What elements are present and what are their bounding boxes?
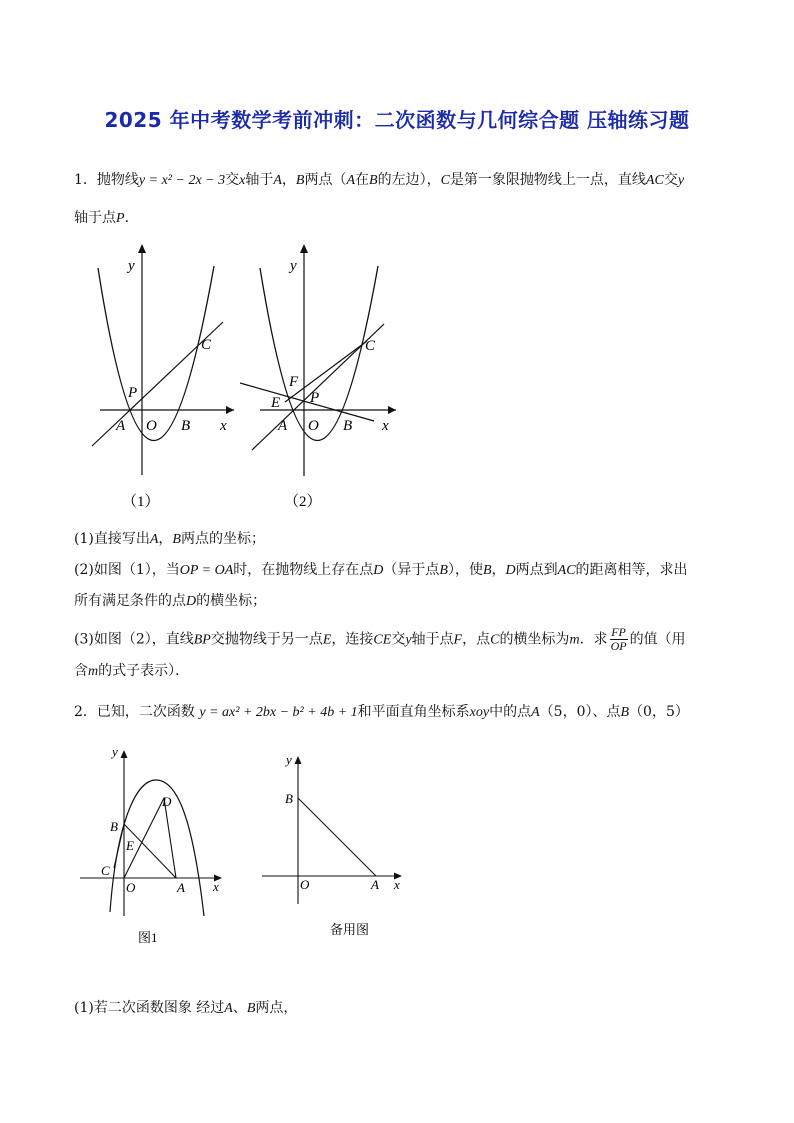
q2-fig1-label-b: B	[110, 819, 118, 834]
fig2-label-f: F	[289, 374, 299, 390]
line-bp	[240, 383, 374, 421]
q1-part3-line2: 含m的式子表示）．	[74, 663, 190, 679]
fig1-label-a: A	[116, 418, 126, 434]
q2-fig2-label-x: x	[394, 877, 400, 892]
fig1-label-y: y	[128, 258, 135, 274]
y-axis-arrow-icon	[300, 244, 308, 253]
q2-figure-1	[80, 744, 222, 945]
segment-da	[164, 798, 176, 878]
q1-stem-line2: 轴于点P．	[74, 210, 139, 226]
q2-fig1-label-a: A	[177, 880, 185, 895]
fraction-fp-op: $\frac{FP}{OP}$	[610, 625, 627, 653]
x-axis-arrow-icon	[226, 406, 234, 414]
q2-fig2-label-o: O	[300, 877, 310, 892]
fig2-label-c: C	[365, 338, 376, 354]
fig1-label-x: x	[220, 418, 227, 434]
q1-part1: (1)直接写出A，B两点的坐标；	[74, 531, 265, 547]
fig1-label-b: B	[181, 418, 191, 434]
q1-part2-line2: 所有满足条件的点D的横坐标；	[74, 593, 267, 609]
q2-fig2-label-y: y	[286, 752, 292, 767]
fig2-caption: （2）	[284, 494, 322, 510]
fig2-label-p: P	[310, 390, 320, 406]
fig2-label-a: A	[278, 418, 288, 434]
q2-figure-spare	[262, 752, 402, 937]
y-axis-arrow-icon	[121, 750, 128, 758]
q2-fig1-label-x: x	[213, 879, 219, 894]
q2-part1: (1)若二次函数图象 经过A、B两点，	[74, 1000, 298, 1016]
q2-stem: 2．已知，二次函数 y = ax² + 2bx − b² + 4b + 1和平面直角坐标系xoy中的点A（5，0）、点B（0，5）	[74, 704, 689, 720]
parabola	[260, 266, 378, 441]
y-axis-arrow-icon	[138, 244, 146, 253]
q2-fig2-caption: 备用图	[330, 922, 370, 937]
fig1-label-p: P	[128, 385, 138, 401]
x-axis-arrow-icon	[388, 406, 396, 414]
y-axis-arrow-icon	[295, 756, 302, 764]
q2-fig1-label-c: C	[101, 863, 110, 878]
q1-stem-line1: 1．抛物线y = x² − 2x − 3交x轴于A，B两点（A在B的左边），C是第一象限抛物线上一点，直线AC交y	[74, 172, 685, 188]
fig2-label-x: x	[382, 418, 389, 434]
segment-ba	[298, 798, 376, 876]
q1-figure-2	[240, 244, 396, 510]
q1-part3-line1: (3)如图（2），直线BP交抛物线于另一点E，连接CE交y轴于点F，点C的横坐标为m．求 $\frac{FP}{OP}$ 的值（用	[74, 625, 686, 653]
q2-fig1-label-d: D	[162, 794, 172, 809]
fig1-label-c: C	[201, 337, 212, 353]
q2-fig2-label-a: A	[371, 877, 379, 892]
q1-figure-1	[92, 244, 234, 510]
q2-fig2-label-b: B	[285, 791, 293, 806]
fig2-label-y: y	[290, 258, 297, 274]
q1-part2-line1: (2)如图（1），当OP = OA时，在抛物线上存在点D（异于点B），使B，D两点到AC的距离相等，求出	[74, 562, 688, 578]
q1-figures	[80, 240, 420, 520]
fig1-caption: （1）	[122, 494, 160, 510]
page-title: 2025 年中考数学考前冲刺：二次函数与几何综合题 压轴练习题	[104, 108, 690, 132]
fig2-label-o: O	[308, 418, 319, 434]
q2-fig1-caption: 图1	[138, 930, 158, 945]
parabola	[98, 266, 214, 441]
fig2-label-e: E	[271, 395, 281, 411]
q2-figures	[76, 740, 416, 950]
q2-fig1-label-o: O	[126, 880, 136, 895]
q2-fig1-label-y: y	[112, 744, 118, 759]
fig1-label-o: O	[146, 418, 157, 434]
q2-fig1-label-e: E	[126, 838, 134, 853]
fig2-label-b: B	[343, 418, 353, 434]
